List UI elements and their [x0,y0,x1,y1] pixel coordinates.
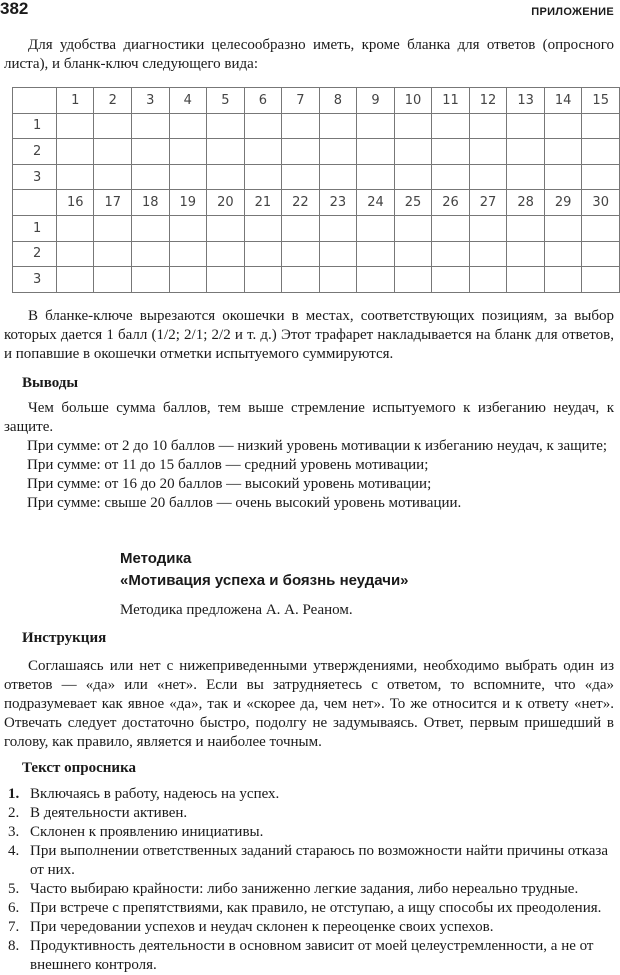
grid-column-number: 2 [94,88,132,114]
grid-column-number: 22 [282,190,320,216]
grid-answer-cell [94,241,132,267]
grid-answer-cell [282,215,320,241]
grid-row-label: 3 [13,164,57,190]
conclusions-paragraph: Чем больше сумма баллов, тем выше стремление испытуемого к избеганию неудач, к защите. [4,400,614,435]
grid-answer-cell [207,267,245,293]
item-text: Включаясь в работу, надеюсь на успех. [30,786,280,802]
grid-answer-cell [132,113,170,139]
grid-column-number: 24 [357,190,395,216]
grid-answer-cell [469,241,507,267]
grid-answer-cell [282,139,320,165]
score-level: При сумме: от 11 до 15 баллов — средний уровень мотивации; [27,457,429,473]
grid-column-number: 10 [394,88,432,114]
grid-row-label: 3 [13,267,57,293]
grid-row-label: 2 [13,241,57,267]
grid-answer-cell [56,139,94,165]
grid-answer-cell [357,164,395,190]
grid-column-number: 30 [582,190,620,216]
grid-answer-cell [582,241,620,267]
grid-answer-cell [132,241,170,267]
grid-answer-cell [132,139,170,165]
grid-answer-cell [507,241,545,267]
grid-answer-cell [582,113,620,139]
grid-answer-cell [319,215,357,241]
score-level: При сумме: от 2 до 10 баллов — низкий уровень мотивации к избеганию неудач, к защите; [27,438,608,454]
item-number: 8. [8,938,20,954]
grid-column-number: 14 [544,88,582,114]
grid-column-number: 21 [244,190,282,216]
grid-answer-cell [544,164,582,190]
method-author: Методика предложена А. А. Реаном. [120,602,353,618]
grid-answer-cell [207,241,245,267]
instructions-paragraph: Соглашаясь или нет с нижеприведенными утверждениями, необходимо выбрать один из ответов — «да» или «нет». Если вы затрудняетесь с ответом, то вспомните, что «да» подразумевает как явное «да», так и «скорее да, чем нет». То же относится и к ответу «нет». Отвечать следует достаточно быстро, подолгу не задумываясь. Ответ, первым пришедший в голову, как правило, является и наиболее точным. [4,658,614,750]
grid-column-number: 19 [169,190,207,216]
questionnaire-heading: Текст опросника [22,760,136,776]
item-number: 2. [8,805,20,821]
grid-answer-cell [582,215,620,241]
grid-column-number: 1 [56,88,94,114]
grid-answer-cell [394,113,432,139]
grid-column-number: 9 [357,88,395,114]
grid-answer-cell [94,267,132,293]
grid-answer-cell [432,241,470,267]
key-description-paragraph: В бланке-ключе вырезаются окошечки в местах, соответствующих позициям, за выбор которых дается 1 балл (1/2; 2/1; 2/2 и т. д.) Этот трафарет накладывается на бланк для ответов, и попавшие в окошечки отметки испытуемого суммируются. [4,308,614,362]
grid-corner-cell [13,190,57,216]
running-head: ПРИЛОЖЕНИЕ [531,6,614,18]
grid-column-number: 12 [469,88,507,114]
grid-corner-cell [13,88,57,114]
grid-column-number: 18 [132,190,170,216]
item-number: 6. [8,900,20,916]
grid-answer-cell [357,139,395,165]
list-item [8,880,618,899]
list-item [8,937,618,975]
grid-answer-row [13,267,620,293]
grid-column-number: 11 [432,88,470,114]
grid-answer-cell [169,267,207,293]
grid-column-number: 23 [319,190,357,216]
grid-answer-cell [507,215,545,241]
method-title-line1: Методика [120,550,192,567]
list-item [8,823,618,842]
grid-column-number: 3 [132,88,170,114]
grid-answer-cell [432,113,470,139]
grid-answer-row [13,215,620,241]
grid-answer-cell [507,164,545,190]
grid-answer-cell [432,164,470,190]
grid-answer-cell [169,139,207,165]
grid-column-number: 16 [56,190,94,216]
grid-column-number: 27 [469,190,507,216]
grid-answer-cell [469,139,507,165]
item-text: Склонен к проявлению инициативы. [30,824,264,840]
item-text: Продуктивность деятельности в основном зависит от моей целеустремленности, а не от внешнего контроля. [30,938,594,973]
grid-answer-cell [544,113,582,139]
grid-column-number: 15 [582,88,620,114]
grid-answer-cell [319,267,357,293]
grid-column-number: 7 [282,88,320,114]
instructions-heading: Инструкция [22,630,107,646]
grid-answer-row [13,113,620,139]
grid-answer-row [13,241,620,267]
grid-answer-cell [282,241,320,267]
item-number: 3. [8,824,20,840]
item-number: 4. [8,843,20,859]
page-number: 382 [0,0,29,18]
grid-answer-cell [469,215,507,241]
grid-column-number: 4 [169,88,207,114]
grid-answer-cell [544,267,582,293]
questionnaire-list [8,785,618,975]
grid-answer-cell [244,215,282,241]
grid-answer-cell [432,139,470,165]
grid-row-label: 1 [13,215,57,241]
item-number: 5. [8,881,20,897]
item-number: 7. [8,919,20,935]
grid-answer-cell [469,164,507,190]
method-title-line2: «Мотивация успеха и боязнь неудачи» [120,572,409,589]
grid-answer-cell [207,164,245,190]
grid-answer-cell [132,267,170,293]
grid-answer-cell [94,215,132,241]
item-text: Часто выбираю крайности: либо заниженно легкие задания, либо нереально трудные. [30,881,579,897]
grid-answer-cell [169,215,207,241]
grid-column-number: 17 [94,190,132,216]
list-item [8,842,618,880]
grid-answer-cell [432,215,470,241]
grid-answer-cell [244,267,282,293]
grid-column-number: 26 [432,190,470,216]
list-item [8,899,618,918]
grid-answer-cell [169,113,207,139]
grid-column-number: 20 [207,190,245,216]
grid-answer-cell [394,164,432,190]
grid-header-row [13,88,620,114]
grid-answer-cell [244,241,282,267]
grid-column-number: 13 [507,88,545,114]
grid-answer-cell [469,113,507,139]
grid-column-number: 6 [244,88,282,114]
grid-answer-cell [132,164,170,190]
item-text: При встрече с препятствиями, как правило, не отступаю, а ищу способы их преодоления. [30,900,602,916]
grid-answer-cell [244,139,282,165]
grid-answer-cell [394,241,432,267]
grid-column-number: 5 [207,88,245,114]
grid-answer-cell [394,139,432,165]
grid-column-number: 25 [394,190,432,216]
item-text: В деятельности активен. [30,805,188,821]
intro-paragraph: Для удобства диагностики целесообразно иметь, кроме бланка для ответов (опросного листа), и бланк-ключ следующего вида: [4,37,614,72]
grid-answer-cell [357,241,395,267]
grid-answer-cell [56,113,94,139]
grid-column-number: 28 [507,190,545,216]
grid-answer-cell [394,215,432,241]
grid-answer-cell [207,139,245,165]
grid-answer-cell [56,241,94,267]
grid-answer-cell [507,267,545,293]
grid-answer-cell [282,267,320,293]
grid-answer-cell [507,139,545,165]
grid-answer-cell [544,215,582,241]
score-level: При сумме: от 16 до 20 баллов — высокий уровень мотивации; [27,476,432,492]
grid-answer-cell [432,267,470,293]
grid-answer-cell [207,113,245,139]
item-text: При выполнении ответственных заданий стараюсь по возможности найти причины отказа от них. [30,843,608,878]
grid-answer-cell [94,113,132,139]
grid-answer-cell [582,164,620,190]
list-item [8,918,618,937]
list-item [8,785,618,804]
score-level: При сумме: свыше 20 баллов — очень высокий уровень мотивации. [27,495,462,511]
grid-answer-cell [94,164,132,190]
grid-answer-cell [94,139,132,165]
grid-answer-cell [319,139,357,165]
grid-answer-cell [544,139,582,165]
grid-answer-cell [56,267,94,293]
grid-answer-cell [207,215,245,241]
grid-answer-cell [282,164,320,190]
grid-answer-cell [282,113,320,139]
grid-answer-cell [357,113,395,139]
grid-answer-row [13,139,620,165]
grid-row-label: 1 [13,113,57,139]
grid-answer-cell [544,241,582,267]
grid-answer-cell [469,267,507,293]
answer-key-grid [12,87,620,293]
grid-answer-cell [169,164,207,190]
grid-answer-cell [319,164,357,190]
grid-answer-cell [319,241,357,267]
grid-answer-row [13,164,620,190]
item-number: 1. [8,786,20,802]
grid-answer-cell [56,164,94,190]
grid-answer-cell [582,139,620,165]
grid-answer-cell [507,113,545,139]
score-levels-list [27,437,617,513]
grid-answer-cell [394,267,432,293]
grid-answer-cell [244,113,282,139]
list-item [8,804,618,823]
grid-column-number: 8 [319,88,357,114]
grid-answer-cell [132,215,170,241]
conclusions-heading: Выводы [22,375,79,391]
grid-answer-cell [56,215,94,241]
grid-answer-cell [244,164,282,190]
grid-answer-cell [169,241,207,267]
grid-answer-cell [319,113,357,139]
grid-header-row [13,190,620,216]
grid-answer-cell [582,267,620,293]
grid-row-label: 2 [13,139,57,165]
grid-answer-cell [357,267,395,293]
grid-answer-cell [357,215,395,241]
grid-column-number: 29 [544,190,582,216]
item-text: При чередовании успехов и неудач склонен к переоценке своих успехов. [30,919,494,935]
